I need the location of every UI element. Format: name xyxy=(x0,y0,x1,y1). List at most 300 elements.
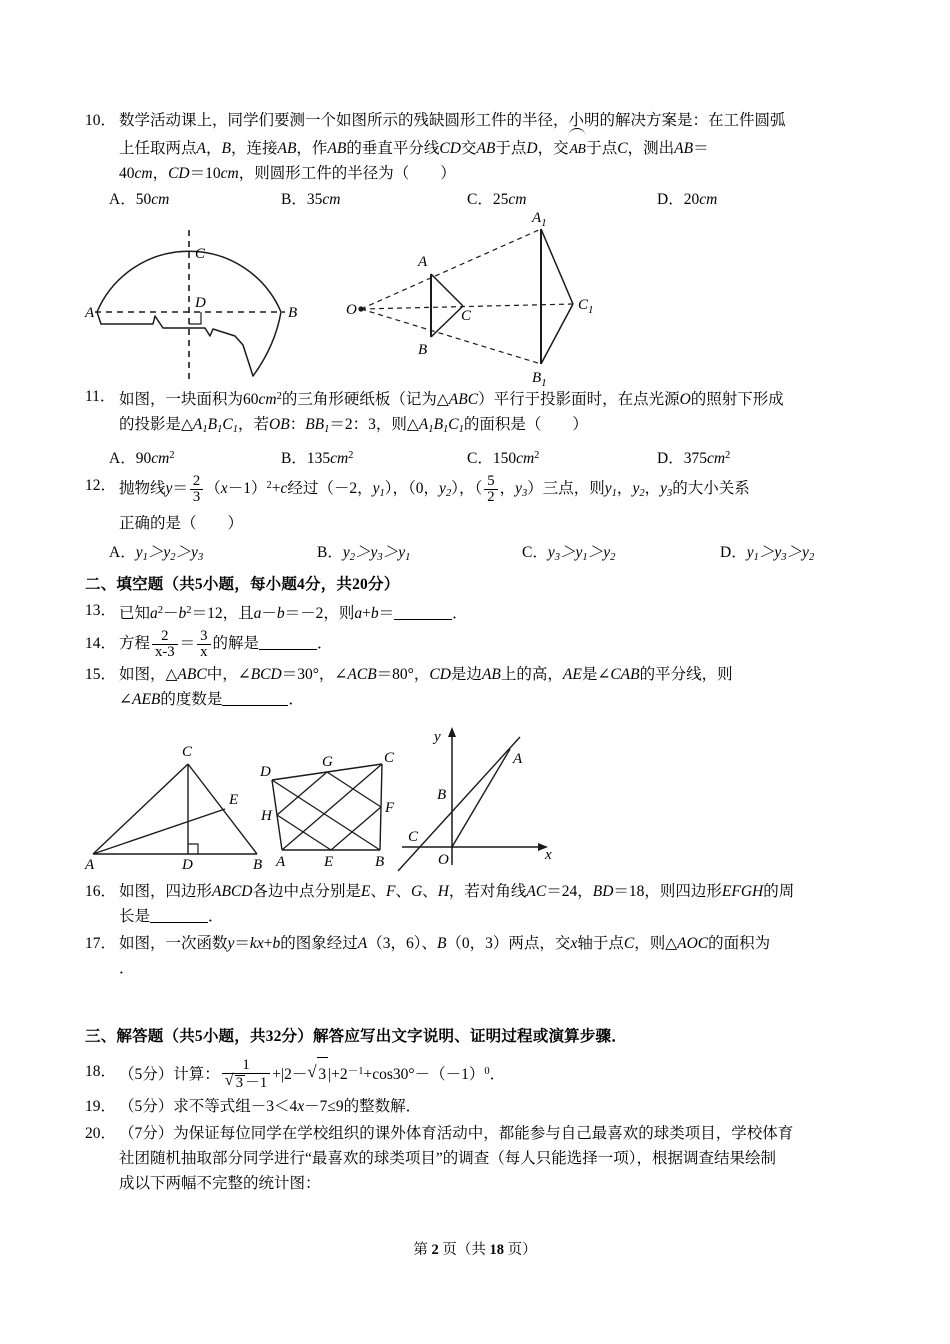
q15-l2-p2: 的度数是 xyxy=(160,691,223,708)
q11-p3: ）平行于投影面时，在点光源 xyxy=(478,391,680,409)
q17-line2: ． xyxy=(119,960,135,977)
oa3s: 3 xyxy=(197,551,204,563)
fig10-label-b: B xyxy=(288,305,298,321)
q12-p6: ），（0， xyxy=(384,480,440,498)
q10-option-b[interactable] xyxy=(281,188,467,212)
q12-p12: 的大小关系 xyxy=(672,480,750,498)
arc-ab-symbol xyxy=(570,133,586,161)
q11-option-a-sup: 2 xyxy=(169,449,175,461)
q11-a1b1c1-2 xyxy=(419,416,464,433)
q13-sup-a: 2 xyxy=(157,604,164,616)
footer-mid: 页（共 xyxy=(442,1242,486,1258)
fig16-label-g: G xyxy=(322,754,333,770)
oa2: y xyxy=(163,544,171,562)
q18-frac-den-rest: －1 xyxy=(245,1074,268,1091)
q11-option-d[interactable] xyxy=(657,444,777,471)
q15-end: ． xyxy=(288,691,304,708)
q11-p1: 如图，一块面积为60 xyxy=(119,391,259,409)
page-content xyxy=(85,108,875,1198)
footer-prefix: 第 xyxy=(413,1242,428,1258)
q10-option-a-value: 50 xyxy=(135,191,152,208)
q14-p2: 的解是 xyxy=(212,635,260,652)
q12-option-a[interactable] xyxy=(109,541,317,570)
q17-eq: ＝ xyxy=(234,935,250,952)
q11-c1-sub: 1 xyxy=(232,423,238,435)
question-14 xyxy=(85,628,875,660)
footer-suffix: 页） xyxy=(507,1242,537,1258)
q18-fraction xyxy=(222,1058,270,1091)
q13-p3: － xyxy=(261,605,277,622)
q10-l2-k: 交 xyxy=(460,140,477,157)
q16-diag-bd: BD xyxy=(592,883,614,900)
fig11-label-a1: $A_1$ xyxy=(532,210,547,229)
q12-p2: （ xyxy=(205,480,221,498)
figure-quad-abcd xyxy=(260,742,405,870)
q15-p4: ＝80°， xyxy=(376,666,430,683)
q11-option-b[interactable] xyxy=(281,444,467,471)
q13-var-a2: a xyxy=(253,605,262,622)
q10-l2-r: ，测出 xyxy=(627,140,675,157)
q12-y2b-base: y xyxy=(632,480,640,498)
arc-ab-label: AB xyxy=(569,141,586,156)
q13-p1: 已知 xyxy=(119,605,151,622)
q12-coefficient-fraction xyxy=(190,474,203,505)
fig11-label-c1: $C_1$ xyxy=(578,297,594,316)
q15-l2-p1: ∠ xyxy=(119,691,132,708)
q11-option-d-sup: 2 xyxy=(725,449,731,461)
q10-l2-p: 于点 xyxy=(586,140,618,157)
question-16-body xyxy=(119,879,875,929)
q10-option-b-letter: B． xyxy=(281,191,307,208)
question-17-number: 17． xyxy=(85,935,117,952)
q14-f1-num: 2 xyxy=(161,627,169,644)
q17-var-x: x xyxy=(256,935,264,952)
q10-seg-cd: CD xyxy=(439,140,461,157)
q11-l2-p4: ＝2：3，则△ xyxy=(329,416,419,434)
question-16-number: 16． xyxy=(85,883,117,900)
q12-x-fraction xyxy=(484,474,497,505)
q10-option-a-letter: A． xyxy=(109,191,136,208)
q12-y1b-sub: 1 xyxy=(611,488,617,500)
q18-end: ． xyxy=(489,1066,506,1084)
q11-option-b-unit: cm xyxy=(330,450,349,468)
q18-frac-den xyxy=(222,1073,270,1091)
q16-pt-h: H xyxy=(437,883,449,900)
q11-sup2: 2 xyxy=(276,391,282,402)
q11-c1-sub-2: 1 xyxy=(458,423,464,435)
q10-point-b: B xyxy=(221,140,231,157)
q10-l3-b: ， xyxy=(152,165,169,182)
oa3: y xyxy=(191,544,198,562)
oc1s: 3 xyxy=(554,551,560,563)
question-13 xyxy=(85,598,875,626)
q12-line2: 正确的是（ ） xyxy=(119,515,244,533)
question-20-body xyxy=(119,1121,875,1196)
q18-sup-0: 0 xyxy=(484,1066,490,1077)
q17-pt-c: C xyxy=(623,935,635,952)
q18-sqrt-3-den xyxy=(225,1074,245,1091)
q12-p4: + xyxy=(271,480,281,498)
question-12 xyxy=(85,471,875,539)
q14-end: ． xyxy=(317,635,333,652)
oa2s: 2 xyxy=(170,551,176,563)
q15-p8: 的平分线，则 xyxy=(639,666,733,683)
ob3: y xyxy=(398,544,406,562)
question-19-number: 19． xyxy=(85,1098,117,1116)
q15-p6: 上的高， xyxy=(500,666,563,683)
fig11-label-b: B xyxy=(418,342,428,358)
ob1: y xyxy=(342,544,350,562)
q11-c1: C xyxy=(222,416,233,434)
q15-p3: ＝30°，∠ xyxy=(281,666,348,683)
q12-y2-base: y xyxy=(439,480,446,498)
q14-left-fraction xyxy=(152,629,178,660)
q18-p4: +cos30°－（－1） xyxy=(363,1066,485,1084)
question-13-body xyxy=(119,598,875,626)
q12-p1: 抛物线 xyxy=(119,480,166,498)
fig17-label-b: B xyxy=(437,787,447,803)
q11-option-a[interactable] xyxy=(109,444,281,471)
fig11-label-c: C xyxy=(461,308,472,324)
q11-a1: A xyxy=(192,416,203,434)
od2: y xyxy=(774,544,782,562)
ob2: y xyxy=(370,544,378,562)
q10-option-c-unit: cm xyxy=(508,191,527,208)
q16-p5: ＝18，则四边形 xyxy=(613,883,722,900)
fig15-label-d: D xyxy=(182,857,193,873)
q12-sup2: 2 xyxy=(266,480,272,492)
fig17-label-o: O xyxy=(438,852,449,868)
footer-page-number: 2 xyxy=(431,1242,439,1258)
q12-var-x: x xyxy=(220,480,228,498)
question-16 xyxy=(85,879,875,929)
q14-p1: 方程 xyxy=(119,635,151,652)
q11-option-c-letter: C． xyxy=(467,450,493,468)
q10-option-d[interactable] xyxy=(657,188,777,212)
q11-unit-cm: cm xyxy=(258,391,277,409)
q16-d3: 、 xyxy=(422,883,438,900)
oc3s: 2 xyxy=(610,551,616,563)
q18-p1: （5分）计算： xyxy=(119,1066,220,1084)
q10-l2-o: ，交 xyxy=(537,140,569,157)
q17-p3: （3，6）、 xyxy=(367,935,437,952)
q16-pt-f: F xyxy=(385,883,396,900)
q18-sqrt-3 xyxy=(307,1056,328,1092)
fig10-label-c: C xyxy=(195,246,206,262)
q12-y1-sub: 1 xyxy=(379,488,385,500)
q16-p3: ，若对角线 xyxy=(448,883,527,900)
q10-l3-d: ＝10 xyxy=(189,165,221,182)
question-15-body xyxy=(119,662,875,712)
q12-opt-a-expr: $y_1>y_2>y_3$ xyxy=(135,544,204,563)
od2s: 3 xyxy=(781,551,787,563)
question-11-body xyxy=(119,384,875,442)
q10-option-d-unit: cm xyxy=(699,191,718,208)
fig16-label-e: E xyxy=(324,854,334,870)
q12-frac-den: 3 xyxy=(190,489,203,505)
q11-option-c[interactable] xyxy=(467,444,657,471)
q15-angle-acb: ACB xyxy=(347,666,377,683)
q12-p8: ， xyxy=(499,480,516,498)
question-17 xyxy=(85,931,875,981)
figure-projection xyxy=(273,212,653,387)
q12-f2-num: 5 xyxy=(487,472,495,489)
question-12-number: 12． xyxy=(85,477,117,495)
q10-option-a-unit: cm xyxy=(151,191,170,208)
q10-seg-ab3: AB xyxy=(476,140,496,157)
q12-y3b-base: y xyxy=(660,480,667,498)
question-18 xyxy=(85,1055,875,1092)
question-19 xyxy=(85,1094,875,1119)
q11-l2-p3: ： xyxy=(289,416,306,434)
q12-opt-b-expr: $y_2>y_3>y_1$ xyxy=(342,544,411,563)
q10-l2-a: 上任取两点 xyxy=(119,140,197,157)
q16-answer-blank[interactable] xyxy=(150,908,208,923)
q14-f2-num: 3 xyxy=(200,627,208,644)
q17-var-y: y xyxy=(227,935,235,952)
oa1: y xyxy=(135,544,143,562)
ob3s: 1 xyxy=(405,551,411,563)
q16-pt-e: E xyxy=(361,883,371,900)
q12-y1b xyxy=(604,480,617,500)
q12-y3b-sub: 3 xyxy=(667,488,673,500)
q17-plus: + xyxy=(263,935,273,952)
q10-l2-i: 的垂直平分线 xyxy=(346,140,440,157)
q16-d2: 、 xyxy=(395,883,411,900)
q15-p2: 中，∠ xyxy=(206,666,251,683)
q14-eq: ＝ xyxy=(179,635,196,652)
ob1s: 2 xyxy=(349,551,355,563)
figure-triangle-abc xyxy=(85,732,270,872)
q11-l2-p5: 的面积是（ ） xyxy=(463,416,588,434)
od1s: 1 xyxy=(753,551,759,563)
q16-d1: 、 xyxy=(370,883,386,900)
fig16-label-b: B xyxy=(375,854,385,870)
q13-plus: + xyxy=(362,605,371,622)
od3s: 2 xyxy=(808,551,815,563)
q14-f2-den: x xyxy=(197,644,210,660)
question-14-body xyxy=(119,628,875,660)
q12-opt-c-expr: $y_3>y_1>y_2$ xyxy=(547,544,616,563)
oc1: y xyxy=(547,544,555,562)
q18-p2: +|2－ xyxy=(272,1066,308,1084)
question-14-number: 14． xyxy=(85,635,117,652)
q15-seg-ab: AB xyxy=(481,666,501,683)
question-15-number: 15． xyxy=(85,666,117,683)
q16-pt-g: G xyxy=(410,883,423,900)
q17-triangle-aoc: AOC xyxy=(677,935,709,952)
q15-seg-cd: CD xyxy=(429,666,451,683)
q17-p5: 轴于点 xyxy=(577,935,624,952)
q10-sep1: ， xyxy=(205,140,222,157)
page-footer xyxy=(0,1238,950,1259)
q14-answer-blank[interactable] xyxy=(259,635,317,650)
q17-p4: （0，3）两点，交 xyxy=(446,935,571,952)
q18-sqrt-3-den-val: 3 xyxy=(235,1074,244,1091)
question-10 xyxy=(85,108,875,186)
q11-option-a-letter: A． xyxy=(109,450,136,468)
q12-option-d-letter: D． xyxy=(720,544,747,562)
q12-y1 xyxy=(372,480,385,500)
q15-triangle-abc: ABC xyxy=(177,666,207,683)
q11-seg-bb1 xyxy=(305,416,329,433)
q11-seg-ob: OB xyxy=(269,416,290,434)
oc3: y xyxy=(603,544,611,562)
question-18-number: 18． xyxy=(85,1063,117,1080)
q18-p3: |+2 xyxy=(328,1066,348,1084)
q16-p2: 各边中点分别是 xyxy=(252,883,361,900)
q12-p11: ， xyxy=(644,480,661,498)
question-11-number: 11． xyxy=(85,388,116,405)
q10-seg-cd2: CD xyxy=(168,165,190,182)
q12-option-b-letter: B． xyxy=(317,544,343,562)
q13-p5: ＝ xyxy=(378,605,395,622)
q10-point-c: C xyxy=(617,140,628,157)
q17-p7: 的面积为 xyxy=(708,935,771,952)
footer-total-pages: 18 xyxy=(489,1242,504,1258)
q12-p10: ， xyxy=(616,480,633,498)
fig10-label-d: D xyxy=(195,295,206,311)
q17-p1: 如图，一次函数 xyxy=(119,935,228,952)
fig17-label-c: C xyxy=(408,829,419,845)
figure-row-top xyxy=(85,210,875,389)
q13-var-a: a xyxy=(150,605,158,622)
question-18-body xyxy=(119,1055,875,1092)
arc-cap-icon xyxy=(569,128,586,136)
q10-option-c[interactable] xyxy=(467,188,657,212)
fig16-label-d: D xyxy=(260,764,271,780)
q11-bb-sub: 1 xyxy=(324,423,330,435)
q11-b1-sub: 1 xyxy=(217,423,223,435)
q10-point-d: D xyxy=(526,140,538,157)
q15-p5: 是边 xyxy=(450,666,482,683)
q13-var-b: b xyxy=(178,605,187,622)
fig15-label-b: B xyxy=(253,857,263,873)
q10-point-a: A xyxy=(196,140,206,157)
q12-option-c-letter: C． xyxy=(522,544,548,562)
q12-option-a-letter: A． xyxy=(109,544,136,562)
question-17-body xyxy=(119,931,875,981)
q15-angle-aeb: AEB xyxy=(132,691,161,708)
q13-sup-b: 2 xyxy=(186,604,192,616)
q11-c1-2: C xyxy=(448,416,459,434)
q15-p1: 如图，△ xyxy=(119,666,178,683)
q10-option-a[interactable] xyxy=(109,188,281,212)
question-12-options xyxy=(109,541,875,570)
fig16-label-f: F xyxy=(385,800,395,816)
section-3-heading: 三、解答题（共5小题，共32分）解答应写出文字说明、证明过程或演算步骤． xyxy=(85,1028,627,1045)
q11-option-b-value: 135 xyxy=(306,450,331,468)
q13-var-b3: b xyxy=(370,605,379,622)
question-20-number: 20． xyxy=(85,1125,117,1143)
q14-f1-den: x-3 xyxy=(152,644,178,660)
oc2: y xyxy=(575,544,583,562)
q12-p3: －1） xyxy=(227,480,267,498)
q13-p4: ＝－2，则 xyxy=(284,605,355,622)
q10-l2-t: ＝ xyxy=(693,140,709,157)
fig17-label-y: y xyxy=(434,729,441,745)
q12-p9: ）三点，则 xyxy=(527,480,605,498)
q12-y2 xyxy=(439,480,452,500)
oa1s: 1 xyxy=(142,551,148,563)
fig15-label-a: A xyxy=(85,857,95,873)
q11-option-a-value: 90 xyxy=(135,450,152,468)
q11-point-o: O xyxy=(679,391,691,409)
q10-l3-a: 40 xyxy=(119,165,135,182)
q16-quad-abcd: ABCD xyxy=(212,883,253,900)
q11-option-b-sup: 2 xyxy=(348,449,354,461)
q13-answer-blank[interactable] xyxy=(394,605,452,620)
q12-p7: ），（ xyxy=(451,480,483,498)
q13-minus: － xyxy=(163,605,179,622)
q13-end: ． xyxy=(452,605,468,622)
od1: y xyxy=(746,544,754,562)
q11-triangle-abc: ABC xyxy=(448,391,479,409)
question-10-number: 10． xyxy=(85,112,117,129)
q10-l2-m: 于点 xyxy=(495,140,527,157)
fig15-label-e: E xyxy=(229,792,239,808)
q14-right-fraction xyxy=(197,629,210,660)
q12-opt-d-expr: $y_1>y_3>y_2$ xyxy=(746,544,815,563)
q11-a1b1c1 xyxy=(193,416,238,433)
od3: y xyxy=(802,544,809,562)
q11-p2: 的三角形硬纸板（记为△ xyxy=(281,391,449,409)
fig11-label-b1: $B_1$ xyxy=(532,370,547,389)
q17-var-x2: x xyxy=(570,935,578,952)
fig11-label-o: O xyxy=(346,302,357,318)
q11-a1-2: A xyxy=(418,416,429,434)
q17-pt-a: A xyxy=(357,935,368,952)
q12-option-b[interactable] xyxy=(317,541,522,570)
q20-line1: （7分）为保证每位同学在学校组织的课外体育活动中，都能参与自己最喜欢的球类项目，学校体育 xyxy=(119,1125,794,1143)
q12-option-d[interactable] xyxy=(720,541,840,570)
q11-l2-p1: 的投影是△ xyxy=(119,416,193,434)
fig15-label-c: C xyxy=(182,744,193,760)
q12-y3-base: y xyxy=(515,480,522,498)
q17-var-b: b xyxy=(272,935,281,952)
q16-quad-efgh: EFGH xyxy=(721,883,764,900)
q15-p7: 是∠ xyxy=(581,666,611,683)
q16-p1: 如图，四边形 xyxy=(119,883,213,900)
q13-var-a3: a xyxy=(354,605,363,622)
q12-var-c: c xyxy=(280,480,288,498)
question-15 xyxy=(85,662,875,712)
q11-a1-sub: 1 xyxy=(202,423,208,435)
q11-a1-sub-2: 1 xyxy=(428,423,434,435)
q16-p4: ＝24， xyxy=(546,883,593,900)
q19-p1: （5分）求不等式组－3＜4 xyxy=(119,1098,298,1116)
q15-angle-bcd: BCD xyxy=(250,666,282,683)
q11-b1-sub-2: 1 xyxy=(443,423,449,435)
q12-p5: 经过（－2， xyxy=(287,480,373,498)
fig16-label-a: A xyxy=(276,854,286,870)
q10-seg-ab1: AB xyxy=(277,140,297,157)
q11-option-c-sup: 2 xyxy=(534,449,540,461)
q11-option-a-unit: cm xyxy=(151,450,170,468)
q10-l3-e: ，则圆形工件的半径为（ ） xyxy=(238,165,456,182)
q10-seg-ab4: AB xyxy=(674,140,694,157)
q10-unit1: cm xyxy=(134,165,153,182)
fig16-label-c: C xyxy=(384,750,395,766)
q11-option-c-value: 150 xyxy=(492,450,517,468)
q15-answer-blank[interactable] xyxy=(222,691,288,706)
q12-option-c[interactable] xyxy=(522,541,720,570)
q20-line3: 成以下两幅不完整的统计图： xyxy=(119,1175,321,1193)
q15-seg-ae: AE xyxy=(562,666,582,683)
oc2s: 1 xyxy=(582,551,588,563)
figure-coordinate-plane xyxy=(390,719,565,879)
q10-l2-g: ，作 xyxy=(296,140,328,157)
